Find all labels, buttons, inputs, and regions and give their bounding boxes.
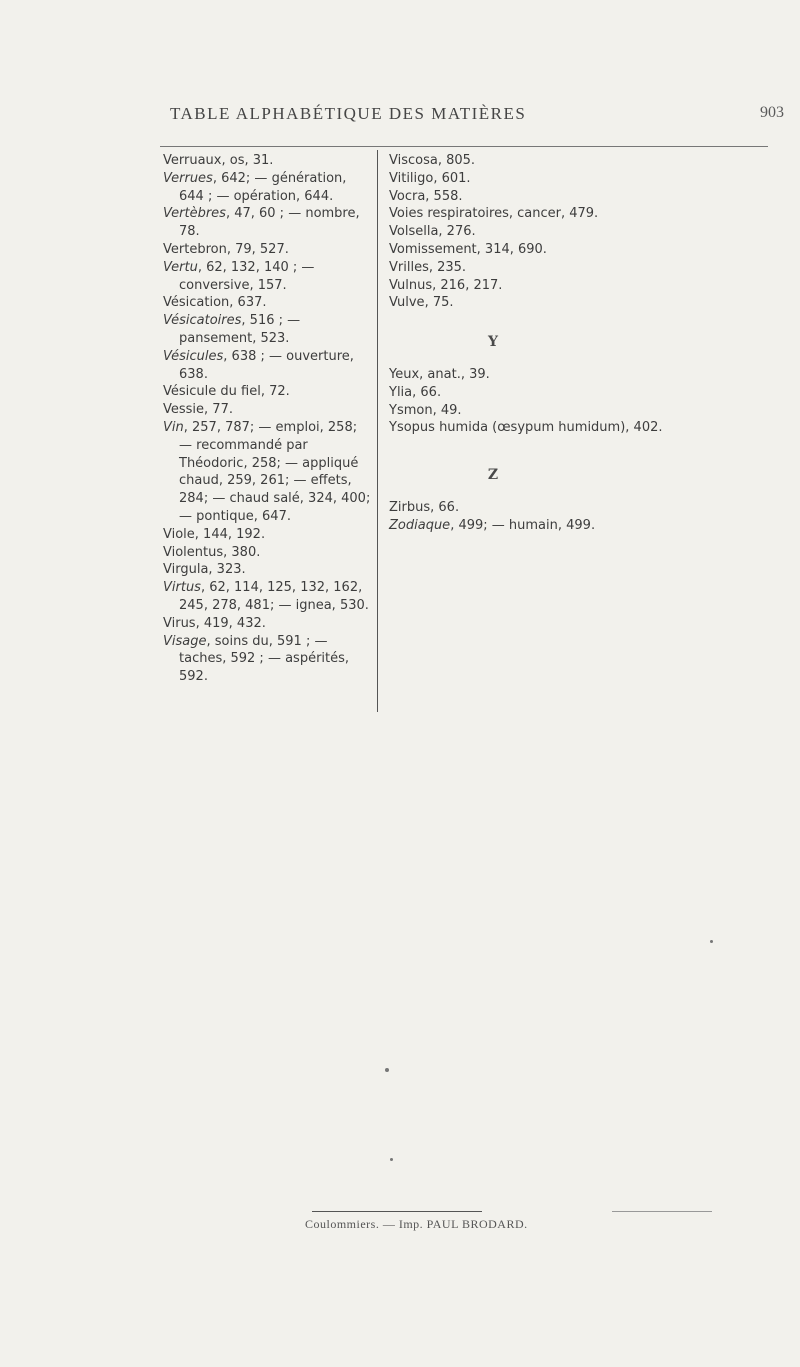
index-entry	[163, 241, 371, 259]
entry-references: , cancer, 479.	[508, 206, 599, 222]
index-entry	[163, 526, 371, 544]
index-entry	[163, 615, 371, 633]
index-entry	[163, 579, 371, 615]
entry-term: Vertèbres	[163, 206, 226, 222]
printer-imprint: Coulommiers. — Imp. PAUL BRODARD.	[305, 1217, 528, 1231]
entry-references: , 77.	[204, 402, 233, 418]
entry-references: , 72.	[260, 384, 290, 400]
index-entry	[163, 561, 371, 579]
footer-rule	[312, 1211, 482, 1212]
index-entry	[389, 152, 789, 170]
index-entry	[389, 259, 789, 277]
entries-v-left	[163, 152, 371, 686]
entry-references: , 66.	[430, 499, 460, 515]
entry-term: Vésicules	[163, 348, 224, 364]
entry-term: Visage	[163, 633, 207, 649]
print-speck	[385, 1068, 389, 1072]
entry-references: , 216, 217.	[432, 277, 503, 293]
index-entry	[389, 241, 789, 259]
index-entry	[389, 294, 789, 312]
index-entry	[163, 544, 371, 562]
index-column-right	[389, 152, 789, 535]
page-number: 903	[760, 104, 784, 121]
entry-references: , soins du, 591 ; — taches, 592 ; — aspérités, 592.	[179, 633, 350, 685]
entry-references: , 642; — génération, 644 ; — opération, 644.	[179, 170, 347, 204]
index-entry	[163, 312, 371, 348]
entry-references: , 62, 132, 140 ; — conversive, 157.	[179, 259, 315, 293]
index-entry	[389, 223, 789, 241]
entry-term: Vocra	[389, 188, 426, 204]
entries-z	[389, 499, 789, 535]
print-speck	[390, 1158, 393, 1161]
entry-term: Verruaux	[163, 153, 222, 168]
entry-term: Zodiaque	[389, 517, 451, 533]
entry-term: Vésicatoires	[163, 313, 242, 329]
running-title: TABLE ALPHABÉTIQUE DES MATIÈRES	[170, 104, 527, 123]
index-entry	[163, 294, 371, 312]
index-column-left	[163, 152, 371, 686]
entry-references: , 323.	[208, 562, 246, 578]
entry-references: , 235.	[428, 259, 467, 275]
index-entry	[389, 277, 789, 295]
entry-term: Virus	[163, 615, 196, 631]
column-divider	[377, 150, 378, 712]
entry-term: Vertu	[163, 259, 198, 275]
entry-term: Virgula	[163, 562, 209, 578]
entry-term: Vésication	[163, 295, 230, 311]
index-entry	[163, 419, 371, 526]
entry-references: , 276.	[438, 224, 476, 240]
entry-term: Vin	[163, 419, 184, 435]
entry-references: , 62, 114, 125, 132, 162, 245, 278, 481; — ignea, 530.	[179, 580, 369, 613]
entry-term: Virtus	[163, 580, 201, 596]
index-entry	[163, 170, 371, 206]
index-entry	[389, 188, 789, 206]
entry-references: , 638 ; — ouverture, 638.	[179, 348, 354, 382]
entry-references: , 419, 432.	[195, 615, 266, 631]
entry-term: Viole	[163, 526, 195, 542]
entry-references: , 601.	[433, 170, 471, 186]
entry-term: Vulnus	[389, 277, 433, 293]
letter-heading-y: Y	[488, 334, 498, 351]
entry-term: Ysopus humida	[389, 420, 489, 436]
entry-term: Ylia	[389, 384, 413, 400]
index-entry	[389, 384, 789, 402]
entry-references: , 66.	[412, 384, 442, 400]
entry-term: Vitiligo	[389, 170, 434, 186]
entry-references: , 47, 60 ; — nombre, 78.	[179, 206, 360, 240]
entry-references: , 257, 787; — emploi, 258; — recommandé par Théodoric, 258; — appliqué chaud, 259, 261; — effets, 284; — chaud salé, 324, 400; — pontique, 647.	[179, 419, 371, 524]
entry-references: , 637.	[229, 295, 267, 311]
entry-references: , 380.	[223, 544, 261, 560]
index-entry	[389, 170, 789, 188]
letter-heading-z: Z	[487, 467, 499, 484]
entry-term: Viscosa	[389, 153, 438, 168]
index-entry	[389, 205, 789, 223]
index-entry	[163, 152, 371, 170]
entry-references: , 79, 527.	[226, 241, 289, 257]
entry-references: , 75.	[424, 295, 454, 311]
entry-term: Violentus	[163, 544, 224, 560]
index-entry	[389, 517, 789, 535]
entry-term: Vésicule du fiel	[163, 384, 261, 400]
index-entry	[389, 499, 789, 517]
index-entry	[163, 383, 371, 401]
index-entry	[163, 259, 371, 295]
index-entry	[163, 401, 371, 419]
entry-references: , 805.	[437, 153, 476, 168]
entry-term: Vrilles	[389, 259, 429, 275]
entry-term: Ysmon	[389, 402, 433, 418]
entry-term: Vertebron	[163, 241, 227, 257]
index-entry	[163, 205, 371, 241]
entry-references: , os, 31.	[221, 153, 274, 168]
entry-references: , 558.	[425, 188, 463, 204]
index-entry	[163, 348, 371, 384]
index-entry	[389, 419, 789, 437]
entry-term: Verrues	[163, 170, 213, 186]
entry-references: , 144, 192.	[194, 526, 266, 542]
entry-term: Vomissement	[389, 241, 477, 257]
index-entry	[389, 366, 789, 384]
entry-term: Volsella	[389, 224, 439, 240]
print-speck	[710, 940, 713, 943]
entry-references: , anat., 39.	[419, 366, 490, 382]
page-header	[0, 104, 800, 126]
entry-term: Yeux	[389, 366, 420, 382]
entry-references: , 49.	[432, 402, 462, 418]
footer-rule-faint	[612, 1211, 712, 1212]
entry-references: , 499; — humain, 499.	[450, 517, 596, 533]
entry-references: , 314, 690.	[476, 241, 547, 257]
index-entry	[163, 633, 371, 686]
entries-v-right	[389, 152, 789, 312]
entry-term: Voies respiratoires	[389, 206, 509, 222]
entry-term: Vulve	[389, 295, 425, 311]
entry-references: , 516 ; — pansement, 523.	[179, 313, 301, 346]
entry-term: Zirbus	[389, 499, 431, 515]
index-entry	[389, 402, 789, 420]
entries-y	[389, 366, 789, 437]
entry-term: Vessie	[163, 402, 205, 418]
entry-references: (œsypum humidum), 402.	[488, 420, 663, 436]
header-rule	[160, 146, 768, 147]
